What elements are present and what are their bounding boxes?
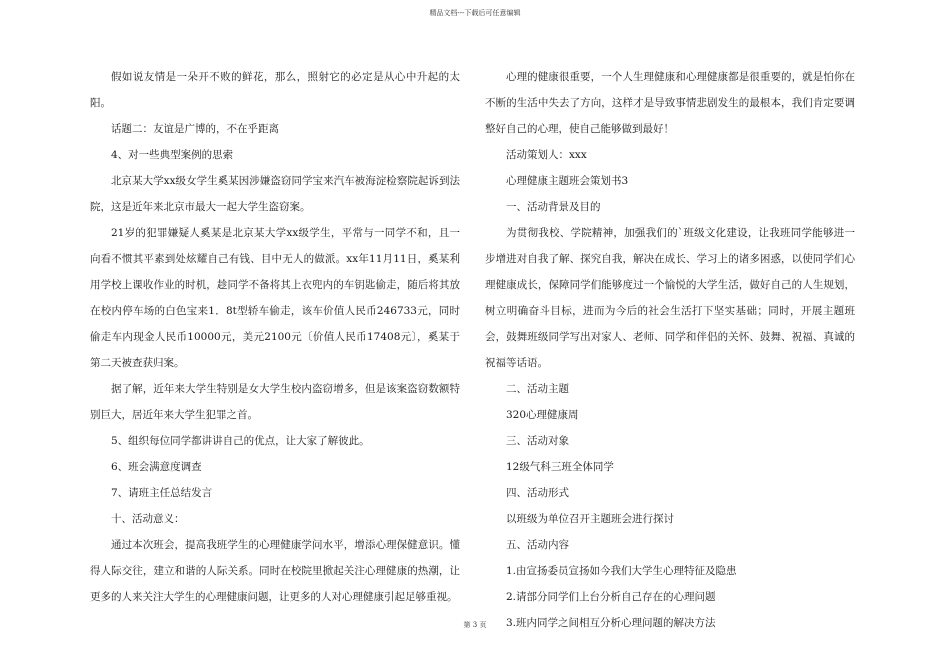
page-number: 第 3 页	[463, 621, 487, 629]
section-heading: 二、活动主题	[506, 383, 569, 395]
page-header: 精品文档---下载后可任意编辑	[429, 9, 521, 17]
paragraph: 北京某大学xx级女学生奚某因涉嫌盗窃同学宝来汽车被海淀检察院起诉到法院，这是近年来北京市最大一起大学生盗窃案。	[90, 175, 460, 213]
paragraph: 通过本次班会，提高我班学生的心理健康学问水平，增添心理保健意识。懂得人际交往，建立和谐的人际关系。同时在校院里掀起关注心理健康的热潮，让更多的人来关注大学生的心理健康问题，让更多的人对心理健康引起足够重视。	[90, 539, 460, 603]
left-column	[90, 64, 460, 610]
paragraph: 21岁的犯罪嫌疑人奚某是北京某大学xx级学生，平常与一同学不和，且一向看不惯其平素到处炫耀自己有钱、目中无人的做派。xx年11月11日，奚某利用学校上课收作业的时机，趁同学不备将其上衣兜内的车钥匙偷走，随后将其放在校内停车场的白色宝来1．8t型轿车偷走，该车价值人民币246733元，同时偷走车内现金人民币10000元，美元2100元〔价值人民币17408元〕，奚某于第二天被查获归案。	[90, 227, 460, 369]
paragraph: 12级气科三班全体同学	[506, 461, 614, 473]
paragraph: 为贯彻我校、学院精神，加强我们的`班级文化建设，让我班同学能够进一步增进对自我了解、探究自我，解决在成长、学习上的诸多困惑，以使同学们心理健康成长，保障同学们能够度过一个愉悦的大学生活，做好自己的人生规划，树立明确奋斗目标，进而为今后的社会生活打下坚实基础；同时，开展主题班会，鼓舞班级同学写出对家人、老师、同学和伴侣的关怀、鼓舞、祝福、真诚的祝福等话语。	[485, 227, 855, 369]
paragraph: 以班级为单位召开主题班会进行探讨	[506, 513, 674, 525]
list-item: 3.班内同学之间相互分析心理问题的解决方法	[506, 617, 716, 629]
section-heading: 十、活动意义：	[111, 513, 185, 525]
list-item: 2.请部分同学们上台分析自己存在的心理问题	[506, 591, 716, 603]
paragraph: 7、请班主任总结发言	[111, 487, 213, 499]
paragraph: 活动策划人：xxx	[506, 149, 587, 161]
document-title: 心理健康主题班会策划书3	[506, 175, 629, 187]
section-heading: 一、活动背景及目的	[506, 201, 601, 213]
paragraph: 假如说友情是一朵开不败的鲜花，那么，照射它的必定是从心中升起的太阳。	[90, 71, 460, 109]
paragraph: 6、班会满意度调查	[111, 461, 202, 473]
section-heading: 四、活动形式	[506, 487, 569, 499]
paragraph: 话题二：友谊是广博的，不在乎距离	[111, 123, 279, 135]
section-heading: 三、活动对象	[506, 435, 569, 447]
paragraph: 5、组织每位同学都讲讲自己的优点，让大家了解彼此。	[111, 435, 370, 447]
paragraph: 心理的健康很重要，一个人生理健康和心理健康都是很重要的，就是怕你在不断的生活中失去了方向，这样才是导致事情悲剧发生的最根本，我们肯定要调整好自己的心理，使自己能够做到最好！	[485, 71, 855, 135]
right-column	[485, 64, 855, 636]
paragraph: 4、对一些典型案例的思索	[111, 149, 234, 161]
section-heading: 五、活动内容	[506, 539, 569, 551]
paragraph: 320心理健康周	[506, 409, 579, 421]
list-item: 1.由宣扬委员宣扬如今我们大学生心理特征及隐患	[506, 565, 737, 577]
paragraph: 据了解，近年来大学生特别是女大学生校内盗窃增多，但是该案盗窃数额特别巨大，居近年来大学生犯罪之首。	[90, 383, 460, 421]
